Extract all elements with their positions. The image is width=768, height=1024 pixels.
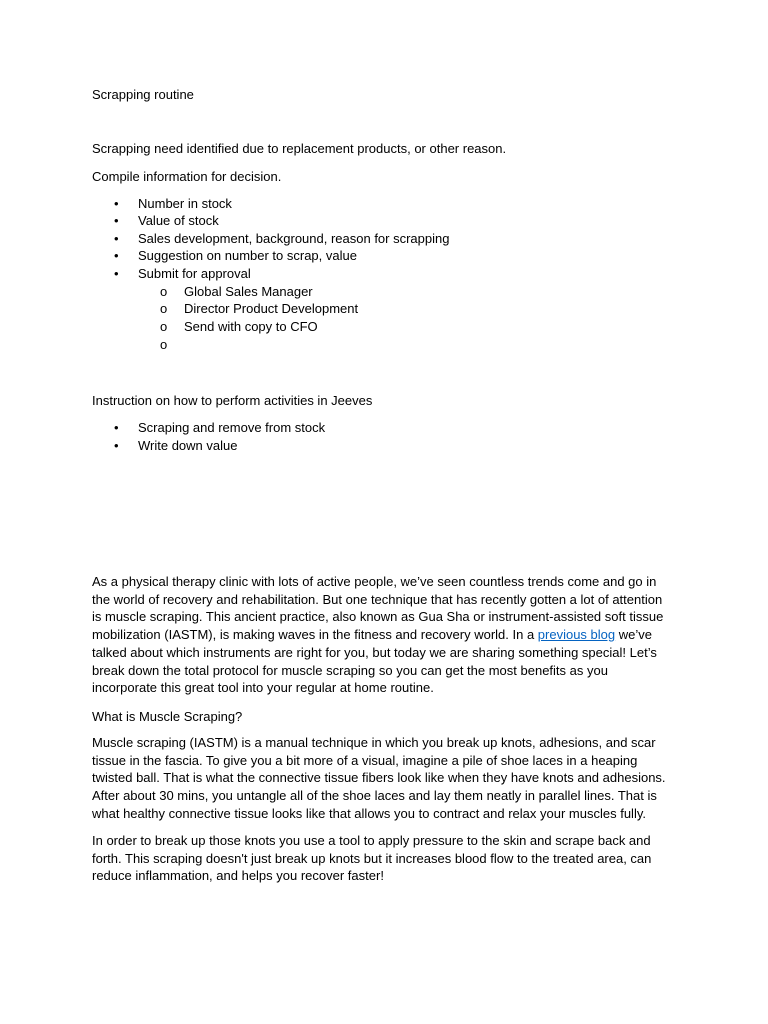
paragraph-line: reduce inflammation, and helps you recover faster! xyxy=(92,868,384,884)
previous-blog-link[interactable]: previous blog xyxy=(537,627,616,643)
sub-bullet-icon: o xyxy=(160,319,168,334)
sub-bullet-icon: o xyxy=(160,337,168,352)
article-paragraph-3 xyxy=(92,832,682,885)
paragraph-line xyxy=(92,626,682,644)
paragraph-line: twisted ball. That is what the connective tissue fibers look like when they have knots and adhesions. xyxy=(92,770,666,786)
jeeves-heading: Instruction on how to perform activities in Jeeves xyxy=(92,393,373,408)
sub-bullet-icon: o xyxy=(160,284,168,299)
paragraph-line: As a physical therapy clinic with lots of active people, we’ve seen countless trends come and go in xyxy=(92,574,657,589)
article-paragraph-1 xyxy=(92,573,682,697)
list-item: Number in stock xyxy=(138,196,232,211)
paragraph-line: forth. This scraping doesn't just break up knots but it increases blood flow to the treated area, can xyxy=(92,850,652,866)
paragraph-line: talked about which instruments are right for you, but today we are sharing something special! Let’s xyxy=(92,644,657,660)
bullet-icon: • xyxy=(114,266,119,281)
paragraph-line: After about 30 mins, you untangle all of the shoe laces and lay them neatly in parallel lines. That is xyxy=(92,788,657,804)
paragraph-text: we’ve xyxy=(615,627,652,643)
list-item: Submit for approval xyxy=(138,266,251,281)
paragraph-line: is muscle scraping. This ancient practice, also known as Gua Sha or instrument-assisted soft tissue xyxy=(92,609,664,625)
compile-heading: Compile information for decision. xyxy=(92,169,282,184)
sub-list-item: Global Sales Manager xyxy=(184,284,313,299)
sub-bullet-icon: o xyxy=(160,301,168,316)
intro-text: Scrapping need identified due to replacement products, or other reason. xyxy=(92,141,507,156)
paragraph-line: the world of recovery and rehabilitation. But one technique that has recently gotten a lot of attention xyxy=(92,591,663,607)
list-item: Sales development, background, reason for scrapping xyxy=(138,231,450,246)
paragraph-line: incorporate this great tool into your regular at home routine. xyxy=(92,680,434,696)
paragraph-text: mobilization (IASTM), is making waves in the fitness and recovery world. In a xyxy=(92,627,538,643)
bullet-icon: • xyxy=(114,248,119,263)
paragraph-line: Muscle scraping (IASTM) is a manual technique in which you break up knots, adhesions, and scar xyxy=(92,735,656,750)
bullet-icon: • xyxy=(114,420,119,435)
bullet-icon: • xyxy=(114,196,119,211)
section-heading: What is Muscle Scraping? xyxy=(92,709,243,724)
paragraph-line: break down the total protocol for muscle scraping so you can get the most benefits as you xyxy=(92,662,608,678)
list-item: Scraping and remove from stock xyxy=(138,420,326,435)
paragraph-line: what healthy connective tissue looks like that allows you to contract and relax your muscles fully. xyxy=(92,805,646,821)
list-item: Suggestion on number to scrap, value xyxy=(138,248,357,263)
article-paragraph-2 xyxy=(92,734,682,823)
bullet-icon: • xyxy=(114,438,119,453)
paragraph-line: tissue in the fascia. To give you a bit more of a visual, imagine a pile of shoe laces in a heaping xyxy=(92,752,638,768)
document-title: Scrapping routine xyxy=(92,87,194,102)
list-item: Value of stock xyxy=(138,213,219,228)
bullet-icon: • xyxy=(114,213,119,228)
list-item: Write down value xyxy=(138,438,238,453)
sub-list-item: Director Product Development xyxy=(184,301,359,316)
paragraph-line: In order to break up those knots you use a tool to apply pressure to the skin and scrape back and xyxy=(92,833,651,848)
bullet-icon: • xyxy=(114,231,119,246)
sub-list-item: Send with copy to CFO xyxy=(184,319,318,334)
